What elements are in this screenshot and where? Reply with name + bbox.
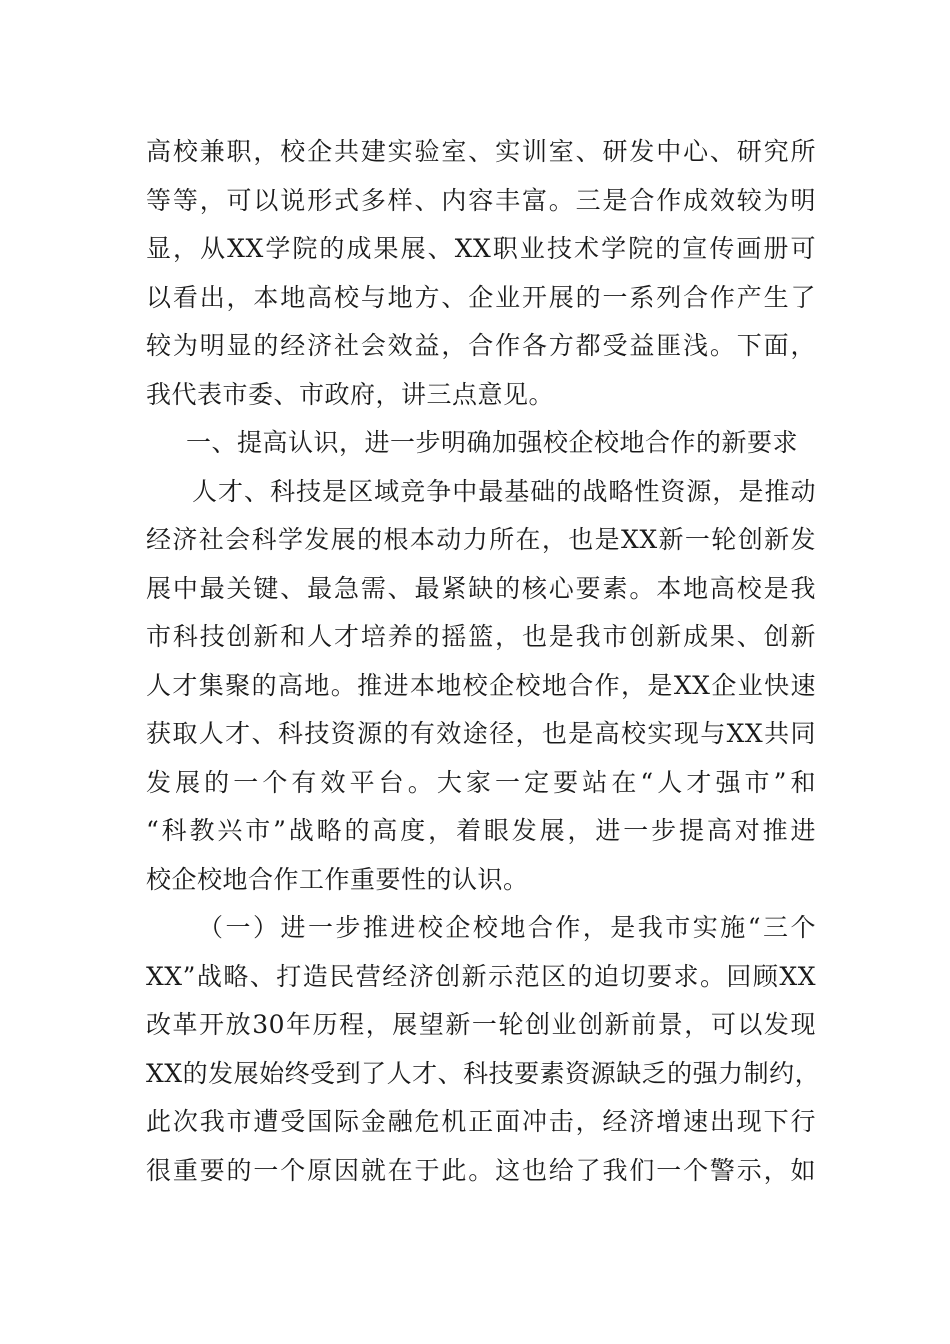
text-line: 显，从XX学院的成果展、XX职业技术学院的宣传画册可: [146, 234, 816, 263]
text-line: 很重要的一个原因就在于此。这也给了我们一个警示，如: [146, 1155, 816, 1185]
document-body: [146, 128, 821, 1195]
text-line: 校企校地合作工作重要性的认识。: [146, 864, 529, 894]
text-line: XX的发展始终受到了人才、科技要素资源缺乏的强力制约，: [146, 1058, 821, 1088]
section-heading: 一、提高认识，进一步明确加强校企校地合作的新要求: [186, 428, 799, 457]
text-line: 改革开放30年历程，展望新一轮创业创新前景，可以发现: [146, 1010, 816, 1039]
text-line: “科教兴市”战略的高度，着眼发展，进一步提高对推进: [146, 816, 816, 845]
text-line: 市科技创新和人才培养的摇篮，也是我市创新成果、创新: [146, 622, 816, 651]
text-line: 人才集聚的高地。推进本地校企校地合作，是XX企业快速: [146, 670, 816, 700]
subsection-heading: （一）进一步推进校企校地合作，是我市实施“三个: [198, 913, 816, 942]
text-line: 以看出，本地高校与地方、企业开展的一系列合作产生了: [146, 282, 816, 312]
text-line: 经济社会科学发展的根本动力所在，也是XX新一轮创新发: [146, 525, 816, 554]
text-line: XX”战略、打造民营经济创新示范区的迫切要求。回顾XX: [146, 961, 816, 991]
text-line: 发展的一个有效平台。大家一定要站在“人才强市”和: [146, 767, 816, 797]
text-line: 等等，可以说形式多样、内容丰富。三是合作成效较为明: [146, 185, 816, 215]
text-line: 此次我市遭受国际金融危机正面冲击，经济增速出现下行: [146, 1107, 816, 1136]
text-line: 获取人才、科技资源的有效途径，也是高校实现与XX共同: [146, 719, 816, 748]
text-line: 展中最关键、最急需、最紧缺的核心要素。本地高校是我: [146, 573, 816, 603]
text-line: 高校兼职，校企共建实验室、实训室、研发中心、研究所: [146, 137, 816, 166]
text-line: 人才、科技是区域竞争中最基础的战略性资源，是推动: [192, 476, 816, 506]
text-line: 较为明显的经济社会效益，合作各方都受益匪浅。下面，: [146, 331, 816, 360]
text-line: 我代表市委、市政府，讲三点意见。: [146, 379, 555, 409]
